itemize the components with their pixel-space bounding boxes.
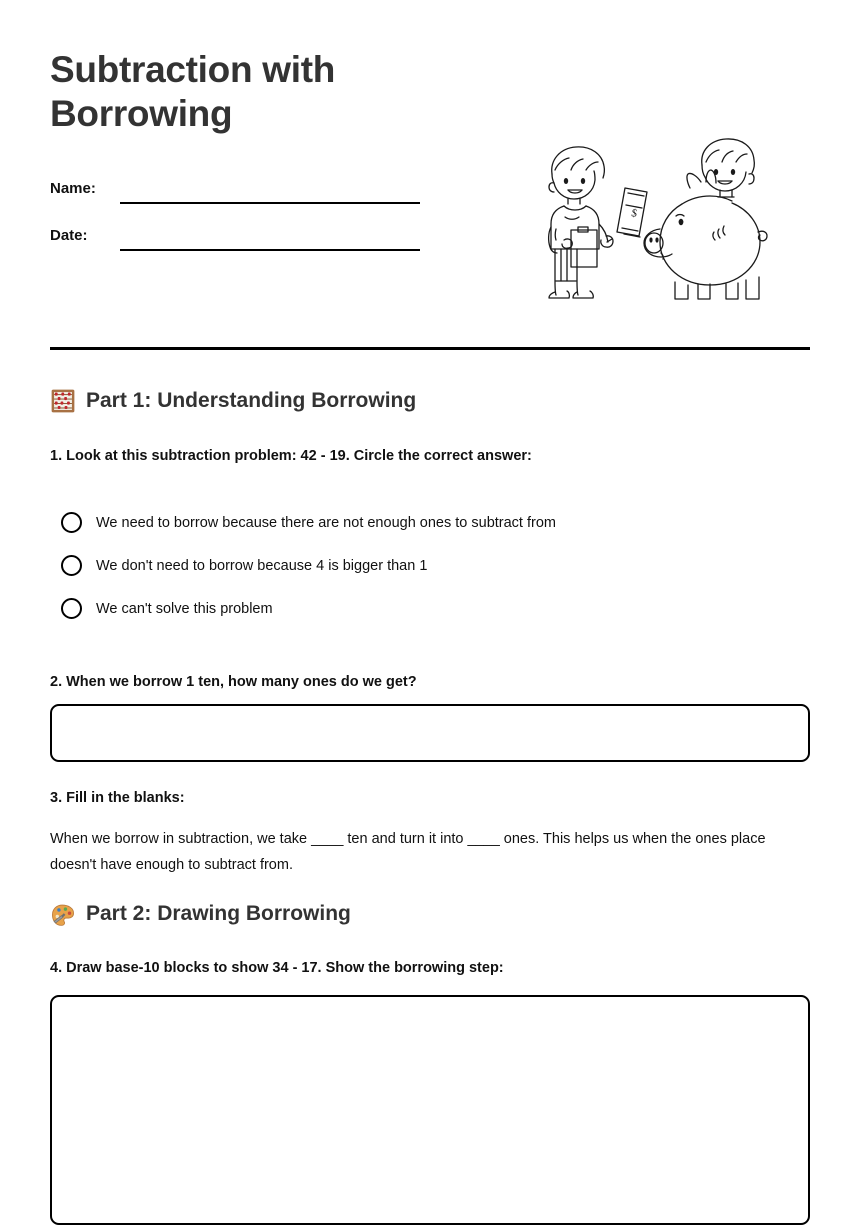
question-4-block (50, 958, 810, 978)
part-2-heading (50, 901, 810, 927)
question-2-prompt: 2. When we borrow 1 ten, how many ones do we get? (50, 674, 417, 690)
question-1-block (50, 446, 810, 466)
date-input-line[interactable] (120, 249, 420, 251)
question-1-options (50, 501, 810, 630)
name-input-line[interactable] (120, 202, 420, 204)
part-1-heading-text: Part 1: Understanding Borrowing (86, 389, 417, 412)
option-row-3[interactable] (50, 587, 810, 630)
palette-icon (50, 901, 76, 927)
part-2-heading-text: Part 2: Drawing Borrowing (86, 902, 351, 925)
date-label: Date: (50, 227, 88, 244)
part-1-heading (50, 388, 810, 414)
radio-circle-2[interactable] (61, 555, 82, 576)
header-illustration (530, 132, 800, 312)
option-row-2[interactable] (50, 544, 810, 587)
worksheet-header (50, 0, 810, 300)
name-label: Name: (50, 180, 96, 197)
option-row-1[interactable] (50, 501, 810, 544)
page-title: Subtraction with Borrowing (50, 49, 336, 134)
radio-circle-1[interactable] (61, 512, 82, 533)
question-2-block (50, 672, 810, 692)
question-3-block (50, 788, 810, 808)
radio-circle-3[interactable] (61, 598, 82, 619)
student-info-fields (50, 157, 430, 251)
question-3-body (50, 826, 810, 878)
question-4-drawing-area[interactable] (50, 995, 810, 1225)
header-divider (50, 347, 810, 350)
date-field-row (50, 204, 430, 251)
option-label-2: We don't need to borrow because 4 is bigger than 1 (96, 557, 428, 574)
option-label-3: We can't solve this problem (96, 600, 273, 617)
name-field-row (50, 157, 430, 204)
question-1-prompt: 1. Look at this subtraction problem: 42 - 19. Circle the correct answer: (50, 448, 532, 464)
abacus-icon (50, 388, 76, 414)
question-2-answer-box[interactable] (50, 704, 810, 762)
question-2-answer-area (50, 704, 810, 762)
part-1-section (50, 388, 810, 414)
fill-in-blanks-text[interactable]: When we borrow in subtraction, we take ____ ten and turn it into ____ ones. This helps us when the ones place doesn't have enough to subtract from. (50, 831, 766, 873)
question-4-prompt: 4. Draw base-10 blocks to show 34 - 17. Show the borrowing step: (50, 960, 504, 976)
question-3-prompt: 3. Fill in the blanks: (50, 790, 185, 806)
part-2-section (50, 901, 810, 927)
option-label-1: We need to borrow because there are not enough ones to subtract from (96, 514, 556, 531)
svg-text:$: $ (630, 207, 638, 220)
